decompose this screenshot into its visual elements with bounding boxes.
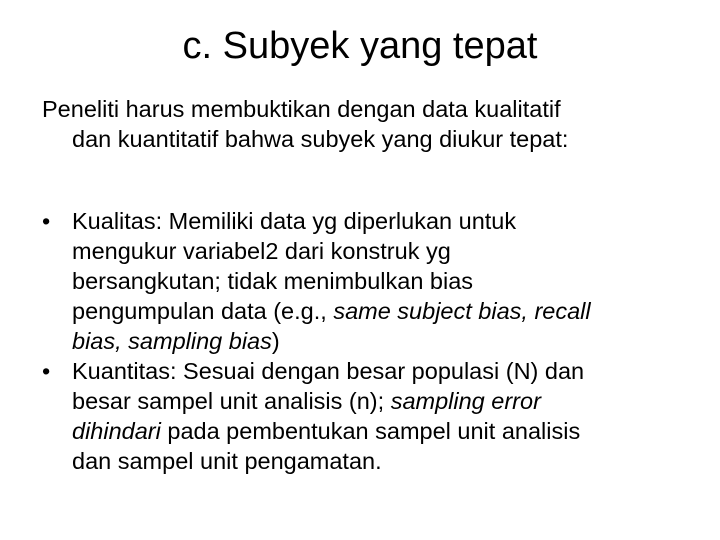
bullet-line [72,386,692,416]
bullet-line: Kualitas: Memiliki data yg diperlukan untuk [72,208,517,234]
bullet-line: mengukur variabel2 dari konstruk yg [72,238,451,264]
text-segment: besar sampel unit analisis (n); [72,388,391,414]
italic-term: sampling error [390,388,541,414]
bullet-line [72,326,692,356]
text-segment: pada pembentukan sampel unit analisis [160,418,581,444]
bullet-item-kualitas [42,206,692,356]
bullet-list [42,206,692,476]
intro-paragraph [42,94,692,154]
bullet-line: bersangkutan; tidak menimbulkan bias [72,268,474,294]
italic-term: same subject bias, recall [333,298,591,324]
intro-line: Peneliti harus membuktikan dengan data kualitatif [42,96,561,122]
italic-term: bias, sampling bias [72,328,272,354]
bullet-line: dan sampel unit pengamatan. [72,448,382,474]
bullet-line [72,416,692,446]
text-segment: ) [271,328,280,354]
italic-term: dihindari [72,418,161,444]
bullet-item-kuantitas [42,356,692,476]
bullet-line [72,296,692,326]
bullet-icon: • [42,358,51,384]
bullet-icon: • [42,208,51,234]
slide-title: c. Subyek yang tepat [182,25,538,67]
text-segment: pengumpulan data (e.g., [72,298,334,324]
bullet-line: Kuantitas: Sesuai dengan besar populasi (N) dan [72,358,585,384]
intro-line: dan kuantitatif bahwa subyek yang diukur tepat: [72,126,569,152]
